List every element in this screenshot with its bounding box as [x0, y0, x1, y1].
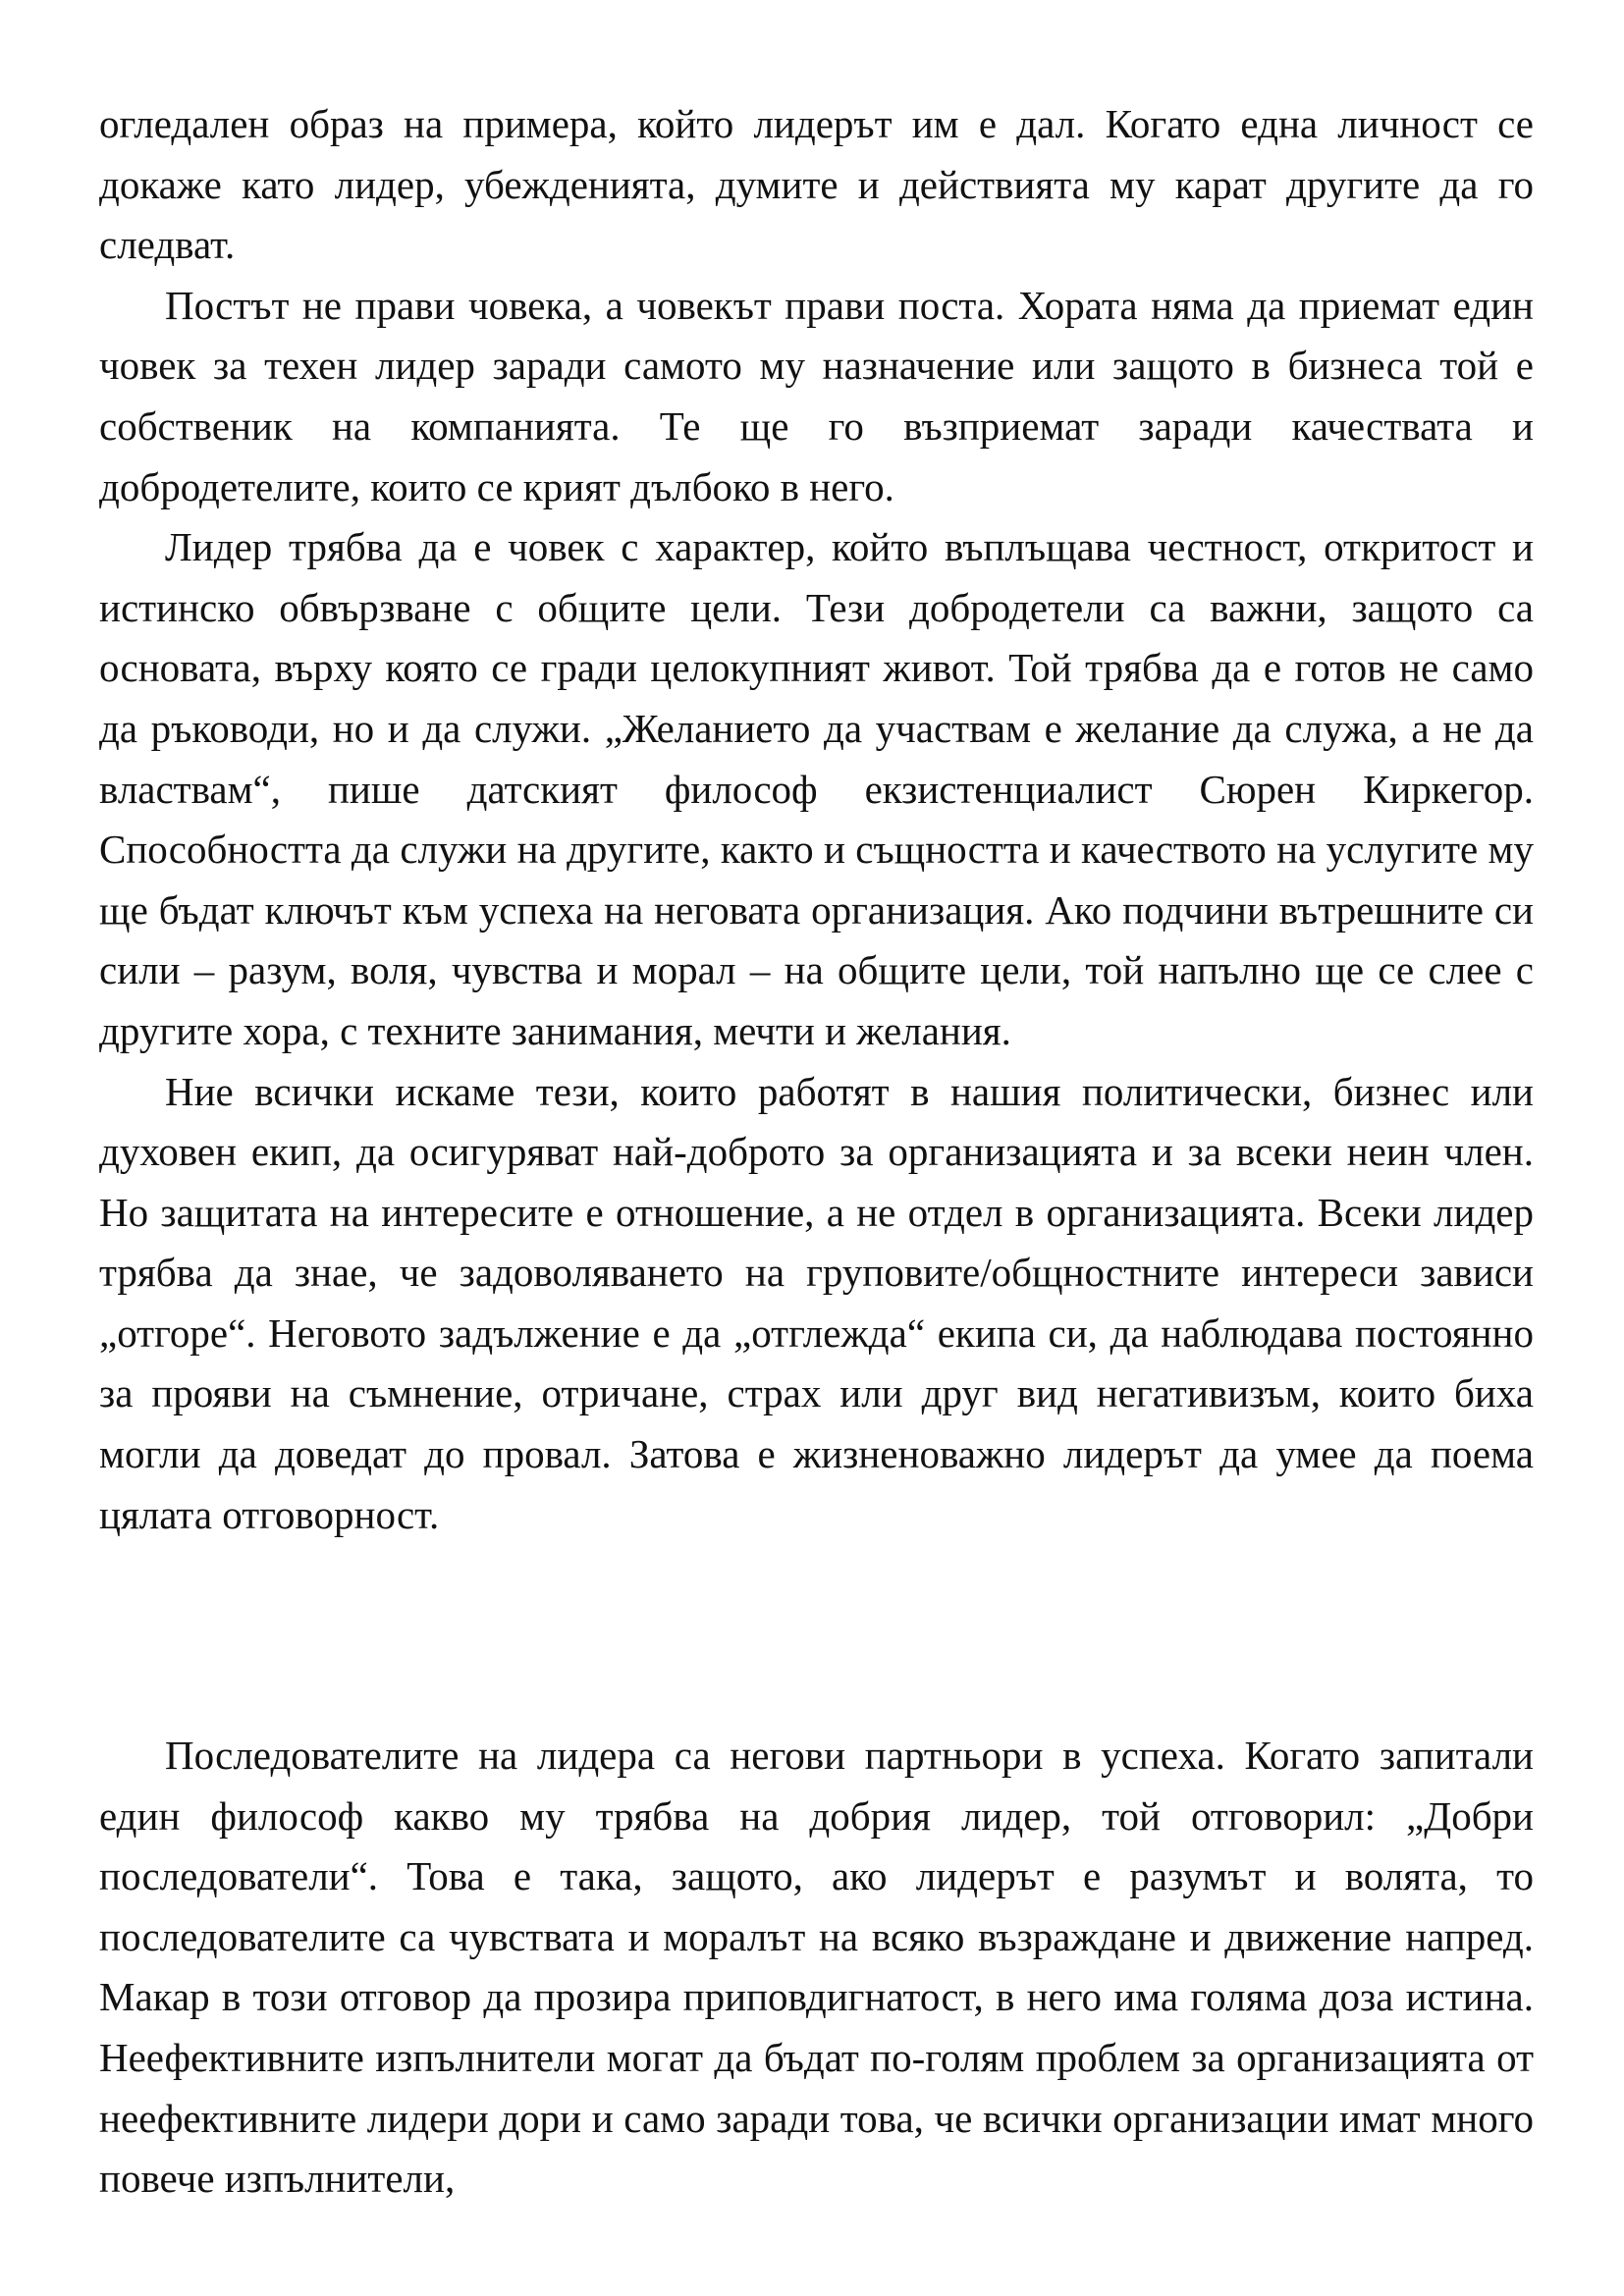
paragraph-character: Лидер трябва да е човек с характер, който въплъщава честност, откритост и истинско обвързване с общите цели. Тези добродетели са важни, защото са основата, върху която се гради целокупният живот. Той трябва да е готов не само да ръководи, но и да служи. „Желанието да участвам е желание да служа, а не да властвам“, пише датският философ екзистенциалист Сюрен Киркегор. Способността да служи на другите, както и същността и качеството на услугите му ще бъдат ключът към успеха на неговата организация. Ако подчини вътрешните си сили – разум, воля, чувства и морал – на общите цели, той напълно ще се слее с другите хора, с техните занимания, мечти и желания.	[99, 524, 1534, 1053]
text-block-lower	[99, 1726, 1534, 2210]
paragraph-team: Ние всички искаме тези, които работят в нашия политически, бизнес или духовен екип, да осигуряват най-доброто за организацията и за всеки неин член. Но защитата на интересите е отношение, а не отдел в организацията. Всеки лидер трябва да знае, че задоволяването на груповите/общностните интереси зависи „отгоре“. Неговото задължение е да „отглежда“ екипа си, да наблюдава постоянно за прояви на съмнение, отричане, страх или друг вид негативизъм, които биха могли да доведат до провал. Затова е жизненоважно лидерът да умее да поема цялата отговорност.	[99, 1068, 1534, 1537]
paragraph-continuation: огледален образ на примера, който лидерът им е дал. Когато една личност се докаже като лидер, убежденията, думите и действията му карат другите да го следват.	[99, 101, 1534, 268]
paragraph-post: Постът не прави човека, а човекът прави поста. Хората няма да приемат един човек за техен лидер заради самото му назначение или защото в бизнеса той е собственик на компанията. Те ще го възприемат заради качествата и добродетелите, които се крият дълбоко в него.	[99, 282, 1534, 509]
text-block-upper	[99, 94, 1534, 1545]
paragraph-followers: Последователите на лидера са негови партньори в успеха. Когато запитали един философ какво му трябва на добрия лидер, той отговорил: „Добри последователи“. Това е така, защото, ако лидерът е разумът и волята, то последователите са чувствата и моралът на всяко възраждане и движение напред. Макар в този отговор да прозира приповдигнатост, в него има голяма доза истина. Неефективните изпълнители могат да бъдат по-голям проблем за организацията от неефективните лидери дори и само заради това, че всички организации имат много повече изпълнители,	[99, 1733, 1534, 2202]
